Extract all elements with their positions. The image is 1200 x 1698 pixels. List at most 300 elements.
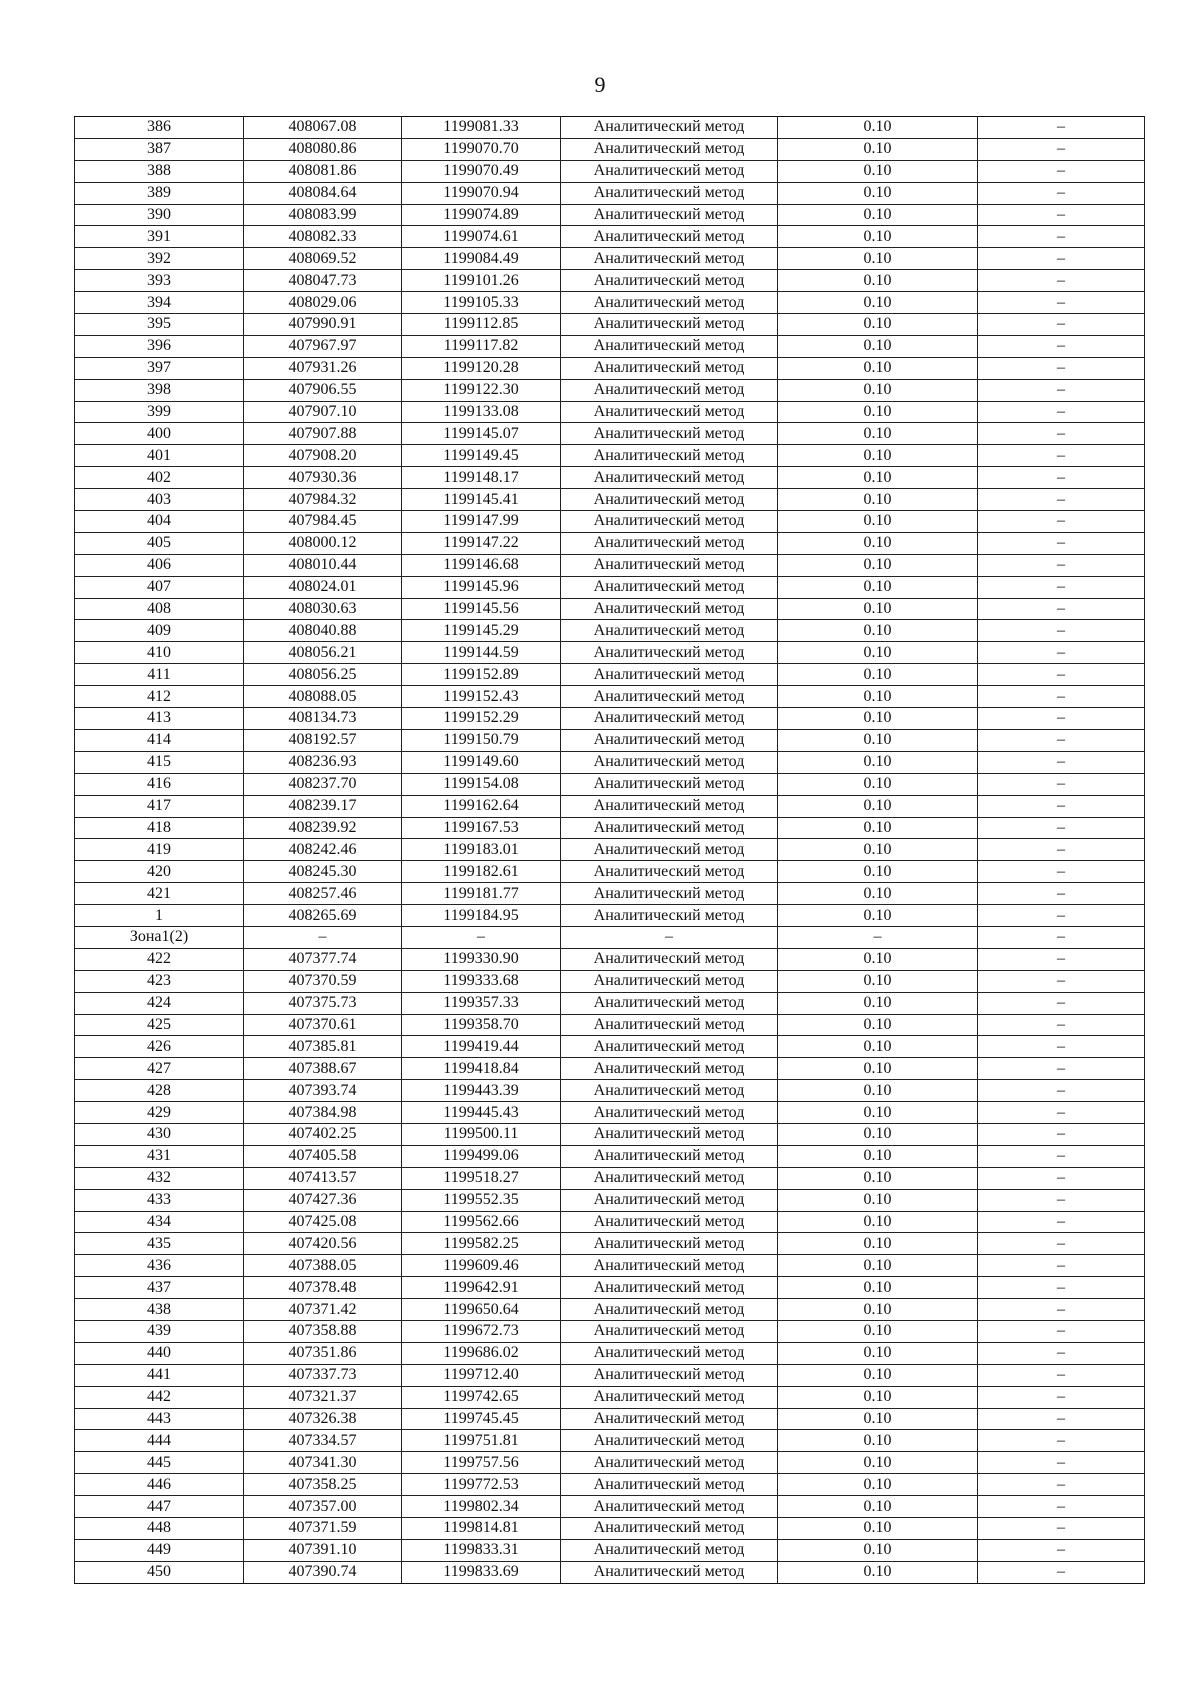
x-coordinate-cell: 407370.59 xyxy=(244,970,402,992)
note-cell: – xyxy=(978,992,1145,1014)
y-coordinate-cell: 1199154.08 xyxy=(402,773,561,795)
note-cell: – xyxy=(978,1518,1145,1540)
point-number-cell: 431 xyxy=(75,1145,244,1167)
coordinates-table-body xyxy=(75,117,1145,1584)
x-coordinate-cell: 407967.97 xyxy=(244,335,402,357)
y-coordinate-cell: 1199149.60 xyxy=(402,751,561,773)
point-number-cell: 397 xyxy=(75,357,244,379)
y-coordinate-cell: – xyxy=(402,926,561,948)
method-cell: Аналитический метод xyxy=(561,1561,778,1583)
point-number-cell: 418 xyxy=(75,817,244,839)
accuracy-cell: 0.10 xyxy=(778,1277,978,1299)
note-cell: – xyxy=(978,1320,1145,1342)
y-coordinate-cell: 1199742.65 xyxy=(402,1386,561,1408)
note-cell: – xyxy=(978,292,1145,314)
table-row xyxy=(75,1123,1145,1145)
y-coordinate-cell: 1199712.40 xyxy=(402,1364,561,1386)
point-number-cell: 446 xyxy=(75,1474,244,1496)
coordinates-table xyxy=(74,116,1145,1584)
method-cell: Аналитический метод xyxy=(561,751,778,773)
point-number-cell: 438 xyxy=(75,1299,244,1321)
y-coordinate-cell: 1199757.56 xyxy=(402,1452,561,1474)
method-cell: Аналитический метод xyxy=(561,1299,778,1321)
method-cell: Аналитический метод xyxy=(561,708,778,730)
x-coordinate-cell: 408010.44 xyxy=(244,554,402,576)
x-coordinate-cell: 408237.70 xyxy=(244,773,402,795)
accuracy-cell: 0.10 xyxy=(778,423,978,445)
point-number-cell: 449 xyxy=(75,1539,244,1561)
accuracy-cell: 0.10 xyxy=(778,751,978,773)
note-cell: – xyxy=(978,839,1145,861)
point-number-cell: 386 xyxy=(75,117,244,139)
table-row xyxy=(75,182,1145,204)
table-row xyxy=(75,204,1145,226)
method-cell: Аналитический метод xyxy=(561,1277,778,1299)
point-number-cell: 441 xyxy=(75,1364,244,1386)
accuracy-cell: 0.10 xyxy=(778,489,978,511)
accuracy-cell: 0.10 xyxy=(778,1299,978,1321)
y-coordinate-cell: 1199419.44 xyxy=(402,1036,561,1058)
accuracy-cell: 0.10 xyxy=(778,379,978,401)
x-coordinate-cell: 408083.99 xyxy=(244,204,402,226)
accuracy-cell: 0.10 xyxy=(778,970,978,992)
table-row xyxy=(75,905,1145,927)
y-coordinate-cell: 1199167.53 xyxy=(402,817,561,839)
table-row xyxy=(75,445,1145,467)
accuracy-cell: 0.10 xyxy=(778,1058,978,1080)
x-coordinate-cell: 408239.17 xyxy=(244,795,402,817)
method-cell: Аналитический метод xyxy=(561,598,778,620)
point-number-cell: 447 xyxy=(75,1496,244,1518)
note-cell: – xyxy=(978,576,1145,598)
y-coordinate-cell: 1199162.64 xyxy=(402,795,561,817)
accuracy-cell: 0.10 xyxy=(778,292,978,314)
point-number-cell: 427 xyxy=(75,1058,244,1080)
y-coordinate-cell: 1199184.95 xyxy=(402,905,561,927)
method-cell: Аналитический метод xyxy=(561,664,778,686)
method-cell: Аналитический метод xyxy=(561,839,778,861)
note-cell: – xyxy=(978,1058,1145,1080)
table-row xyxy=(75,1320,1145,1342)
method-cell: Аналитический метод xyxy=(561,817,778,839)
note-cell: – xyxy=(978,1145,1145,1167)
y-coordinate-cell: 1199084.49 xyxy=(402,248,561,270)
accuracy-cell: 0.10 xyxy=(778,445,978,467)
method-cell: Аналитический метод xyxy=(561,970,778,992)
x-coordinate-cell: 408024.01 xyxy=(244,576,402,598)
y-coordinate-cell: 1199074.61 xyxy=(402,226,561,248)
point-number-cell: 399 xyxy=(75,401,244,423)
method-cell: – xyxy=(561,926,778,948)
accuracy-cell: 0.10 xyxy=(778,620,978,642)
method-cell: Аналитический метод xyxy=(561,1014,778,1036)
point-number-cell: 394 xyxy=(75,292,244,314)
accuracy-cell: 0.10 xyxy=(778,686,978,708)
point-number-cell: 439 xyxy=(75,1320,244,1342)
method-cell: Аналитический метод xyxy=(561,1539,778,1561)
accuracy-cell: 0.10 xyxy=(778,1080,978,1102)
table-row xyxy=(75,467,1145,489)
x-coordinate-cell: 407390.74 xyxy=(244,1561,402,1583)
accuracy-cell: 0.10 xyxy=(778,117,978,139)
note-cell: – xyxy=(978,642,1145,664)
x-coordinate-cell: 408242.46 xyxy=(244,839,402,861)
accuracy-cell: 0.10 xyxy=(778,511,978,533)
accuracy-cell: 0.10 xyxy=(778,905,978,927)
point-number-cell: 398 xyxy=(75,379,244,401)
point-number-cell: 435 xyxy=(75,1233,244,1255)
method-cell: Аналитический метод xyxy=(561,642,778,664)
x-coordinate-cell: 408257.46 xyxy=(244,883,402,905)
y-coordinate-cell: 1199499.06 xyxy=(402,1145,561,1167)
y-coordinate-cell: 1199672.73 xyxy=(402,1320,561,1342)
note-cell: – xyxy=(978,1189,1145,1211)
method-cell: Аналитический метод xyxy=(561,532,778,554)
x-coordinate-cell: 407371.59 xyxy=(244,1518,402,1540)
table-row xyxy=(75,576,1145,598)
table-row xyxy=(75,292,1145,314)
point-number-cell: 387 xyxy=(75,138,244,160)
x-coordinate-cell: 407413.57 xyxy=(244,1167,402,1189)
table-row xyxy=(75,554,1145,576)
note-cell: – xyxy=(978,445,1145,467)
method-cell: Аналитический метод xyxy=(561,554,778,576)
y-coordinate-cell: 1199145.96 xyxy=(402,576,561,598)
y-coordinate-cell: 1199145.07 xyxy=(402,423,561,445)
x-coordinate-cell: 407402.25 xyxy=(244,1123,402,1145)
table-row xyxy=(75,729,1145,751)
note-cell: – xyxy=(978,1561,1145,1583)
note-cell: – xyxy=(978,1211,1145,1233)
x-coordinate-cell: 408192.57 xyxy=(244,729,402,751)
y-coordinate-cell: 1199112.85 xyxy=(402,314,561,336)
method-cell: Аналитический метод xyxy=(561,576,778,598)
method-cell: Аналитический метод xyxy=(561,204,778,226)
accuracy-cell: 0.10 xyxy=(778,160,978,182)
accuracy-cell: 0.10 xyxy=(778,204,978,226)
method-cell: Аналитический метод xyxy=(561,117,778,139)
point-number-cell: 412 xyxy=(75,686,244,708)
x-coordinate-cell: – xyxy=(244,926,402,948)
table-row xyxy=(75,1080,1145,1102)
table-row xyxy=(75,511,1145,533)
method-cell: Аналитический метод xyxy=(561,423,778,445)
point-number-cell: 413 xyxy=(75,708,244,730)
y-coordinate-cell: 1199357.33 xyxy=(402,992,561,1014)
note-cell: – xyxy=(978,905,1145,927)
note-cell: – xyxy=(978,970,1145,992)
point-number-cell: 391 xyxy=(75,226,244,248)
x-coordinate-cell: 408000.12 xyxy=(244,532,402,554)
note-cell: – xyxy=(978,117,1145,139)
method-cell: Аналитический метод xyxy=(561,1320,778,1342)
point-number-cell: 424 xyxy=(75,992,244,1014)
note-cell: – xyxy=(978,686,1145,708)
table-row xyxy=(75,1430,1145,1452)
table-row xyxy=(75,817,1145,839)
point-number-cell: 411 xyxy=(75,664,244,686)
table-row xyxy=(75,620,1145,642)
accuracy-cell: 0.10 xyxy=(778,708,978,730)
method-cell: Аналитический метод xyxy=(561,270,778,292)
note-cell: – xyxy=(978,182,1145,204)
accuracy-cell: 0.10 xyxy=(778,248,978,270)
table-row xyxy=(75,1167,1145,1189)
accuracy-cell: 0.10 xyxy=(778,1255,978,1277)
y-coordinate-cell: 1199686.02 xyxy=(402,1342,561,1364)
point-number-cell: 425 xyxy=(75,1014,244,1036)
x-coordinate-cell: 407931.26 xyxy=(244,357,402,379)
x-coordinate-cell: 407984.45 xyxy=(244,511,402,533)
accuracy-cell: 0.10 xyxy=(778,467,978,489)
note-cell: – xyxy=(978,817,1145,839)
accuracy-cell: 0.10 xyxy=(778,576,978,598)
y-coordinate-cell: 1199745.45 xyxy=(402,1408,561,1430)
accuracy-cell: 0.10 xyxy=(778,773,978,795)
accuracy-cell: 0.10 xyxy=(778,532,978,554)
note-cell: – xyxy=(978,1167,1145,1189)
note-cell: – xyxy=(978,1123,1145,1145)
x-coordinate-cell: 407388.67 xyxy=(244,1058,402,1080)
y-coordinate-cell: 1199147.22 xyxy=(402,532,561,554)
x-coordinate-cell: 407375.73 xyxy=(244,992,402,1014)
point-number-cell: 409 xyxy=(75,620,244,642)
table-row xyxy=(75,861,1145,883)
point-number-cell: 417 xyxy=(75,795,244,817)
method-cell: Аналитический метод xyxy=(561,1474,778,1496)
accuracy-cell: 0.10 xyxy=(778,642,978,664)
point-number-cell: 407 xyxy=(75,576,244,598)
note-cell: – xyxy=(978,1496,1145,1518)
y-coordinate-cell: 1199518.27 xyxy=(402,1167,561,1189)
method-cell: Аналитический метод xyxy=(561,686,778,708)
note-cell: – xyxy=(978,1364,1145,1386)
note-cell: – xyxy=(978,708,1145,730)
table-row xyxy=(75,686,1145,708)
table-row xyxy=(75,1255,1145,1277)
x-coordinate-cell: 407321.37 xyxy=(244,1386,402,1408)
point-number-cell: 433 xyxy=(75,1189,244,1211)
note-cell: – xyxy=(978,314,1145,336)
x-coordinate-cell: 407930.36 xyxy=(244,467,402,489)
table-row xyxy=(75,598,1145,620)
point-number-cell: 419 xyxy=(75,839,244,861)
y-coordinate-cell: 1199181.77 xyxy=(402,883,561,905)
point-number-cell: 422 xyxy=(75,948,244,970)
method-cell: Аналитический метод xyxy=(561,314,778,336)
point-number-cell: 410 xyxy=(75,642,244,664)
accuracy-cell: 0.10 xyxy=(778,357,978,379)
table-row xyxy=(75,1277,1145,1299)
accuracy-cell: – xyxy=(778,926,978,948)
point-number-cell: 393 xyxy=(75,270,244,292)
point-number-cell: 414 xyxy=(75,729,244,751)
x-coordinate-cell: 408245.30 xyxy=(244,861,402,883)
method-cell: Аналитический метод xyxy=(561,489,778,511)
x-coordinate-cell: 408056.25 xyxy=(244,664,402,686)
accuracy-cell: 0.10 xyxy=(778,1496,978,1518)
accuracy-cell: 0.10 xyxy=(778,1014,978,1036)
point-number-cell: 445 xyxy=(75,1452,244,1474)
x-coordinate-cell: 407420.56 xyxy=(244,1233,402,1255)
point-number-cell: 450 xyxy=(75,1561,244,1583)
accuracy-cell: 0.10 xyxy=(778,226,978,248)
point-number-cell: 392 xyxy=(75,248,244,270)
x-coordinate-cell: 408134.73 xyxy=(244,708,402,730)
point-number-cell: 404 xyxy=(75,511,244,533)
accuracy-cell: 0.10 xyxy=(778,992,978,1014)
y-coordinate-cell: 1199358.70 xyxy=(402,1014,561,1036)
y-coordinate-cell: 1199101.26 xyxy=(402,270,561,292)
point-number-cell: 406 xyxy=(75,554,244,576)
accuracy-cell: 0.10 xyxy=(778,1539,978,1561)
y-coordinate-cell: 1199117.82 xyxy=(402,335,561,357)
x-coordinate-cell: 408047.73 xyxy=(244,270,402,292)
table-row xyxy=(75,248,1145,270)
point-number-cell: 405 xyxy=(75,532,244,554)
method-cell: Аналитический метод xyxy=(561,511,778,533)
y-coordinate-cell: 1199814.81 xyxy=(402,1518,561,1540)
x-coordinate-cell: 407371.42 xyxy=(244,1299,402,1321)
accuracy-cell: 0.10 xyxy=(778,1474,978,1496)
point-number-cell: 434 xyxy=(75,1211,244,1233)
table-row xyxy=(75,1233,1145,1255)
method-cell: Аналитический метод xyxy=(561,292,778,314)
x-coordinate-cell: 407388.05 xyxy=(244,1255,402,1277)
y-coordinate-cell: 1199152.89 xyxy=(402,664,561,686)
point-number-cell: 430 xyxy=(75,1123,244,1145)
table-row xyxy=(75,1408,1145,1430)
y-coordinate-cell: 1199330.90 xyxy=(402,948,561,970)
accuracy-cell: 0.10 xyxy=(778,314,978,336)
table-row xyxy=(75,773,1145,795)
table-row xyxy=(75,357,1145,379)
note-cell: – xyxy=(978,1102,1145,1124)
table-row xyxy=(75,270,1145,292)
note-cell: – xyxy=(978,532,1145,554)
accuracy-cell: 0.10 xyxy=(778,598,978,620)
method-cell: Аналитический метод xyxy=(561,1386,778,1408)
x-coordinate-cell: 407357.00 xyxy=(244,1496,402,1518)
x-coordinate-cell: 408040.88 xyxy=(244,620,402,642)
y-coordinate-cell: 1199145.29 xyxy=(402,620,561,642)
method-cell: Аналитический метод xyxy=(561,948,778,970)
y-coordinate-cell: 1199445.43 xyxy=(402,1102,561,1124)
method-cell: Аналитический метод xyxy=(561,467,778,489)
x-coordinate-cell: 408080.86 xyxy=(244,138,402,160)
note-cell: – xyxy=(978,751,1145,773)
note-cell: – xyxy=(978,489,1145,511)
note-cell: – xyxy=(978,1386,1145,1408)
method-cell: Аналитический метод xyxy=(561,160,778,182)
accuracy-cell: 0.10 xyxy=(778,1102,978,1124)
method-cell: Аналитический метод xyxy=(561,1496,778,1518)
method-cell: Аналитический метод xyxy=(561,773,778,795)
table-row xyxy=(75,948,1145,970)
y-coordinate-cell: 1199133.08 xyxy=(402,401,561,423)
table-row xyxy=(75,1539,1145,1561)
method-cell: Аналитический метод xyxy=(561,1145,778,1167)
point-number-cell: 401 xyxy=(75,445,244,467)
method-cell: Аналитический метод xyxy=(561,226,778,248)
point-number-cell: 389 xyxy=(75,182,244,204)
point-number-cell: 402 xyxy=(75,467,244,489)
table-row xyxy=(75,1058,1145,1080)
x-coordinate-cell: 408265.69 xyxy=(244,905,402,927)
note-cell: – xyxy=(978,1539,1145,1561)
table-row xyxy=(75,992,1145,1014)
y-coordinate-cell: 1199070.70 xyxy=(402,138,561,160)
note-cell: – xyxy=(978,598,1145,620)
note-cell: – xyxy=(978,204,1145,226)
table-row xyxy=(75,1452,1145,1474)
x-coordinate-cell: 407358.88 xyxy=(244,1320,402,1342)
y-coordinate-cell: 1199122.30 xyxy=(402,379,561,401)
method-cell: Аналитический метод xyxy=(561,1189,778,1211)
page-number: 9 xyxy=(594,72,606,97)
method-cell: Аналитический метод xyxy=(561,1364,778,1386)
point-number-cell: 432 xyxy=(75,1167,244,1189)
x-coordinate-cell: 407990.91 xyxy=(244,314,402,336)
x-coordinate-cell: 407425.08 xyxy=(244,1211,402,1233)
method-cell: Аналитический метод xyxy=(561,1342,778,1364)
accuracy-cell: 0.10 xyxy=(778,948,978,970)
point-number-cell: 400 xyxy=(75,423,244,445)
method-cell: Аналитический метод xyxy=(561,1233,778,1255)
accuracy-cell: 0.10 xyxy=(778,1123,978,1145)
y-coordinate-cell: 1199582.25 xyxy=(402,1233,561,1255)
y-coordinate-cell: 1199333.68 xyxy=(402,970,561,992)
method-cell: Аналитический метод xyxy=(561,357,778,379)
table-row xyxy=(75,532,1145,554)
point-number-cell: 420 xyxy=(75,861,244,883)
method-cell: Аналитический метод xyxy=(561,138,778,160)
y-coordinate-cell: 1199120.28 xyxy=(402,357,561,379)
note-cell: – xyxy=(978,664,1145,686)
point-number-cell: Зона1(2) xyxy=(75,926,244,948)
accuracy-cell: 0.10 xyxy=(778,335,978,357)
point-number-cell: 408 xyxy=(75,598,244,620)
table-row xyxy=(75,926,1145,948)
accuracy-cell: 0.10 xyxy=(778,1189,978,1211)
y-coordinate-cell: 1199562.66 xyxy=(402,1211,561,1233)
table-row xyxy=(75,1189,1145,1211)
y-coordinate-cell: 1199074.89 xyxy=(402,204,561,226)
x-coordinate-cell: 407908.20 xyxy=(244,445,402,467)
accuracy-cell: 0.10 xyxy=(778,1211,978,1233)
x-coordinate-cell: 407427.36 xyxy=(244,1189,402,1211)
method-cell: Аналитический метод xyxy=(561,1058,778,1080)
accuracy-cell: 0.10 xyxy=(778,839,978,861)
y-coordinate-cell: 1199147.99 xyxy=(402,511,561,533)
y-coordinate-cell: 1199642.91 xyxy=(402,1277,561,1299)
x-coordinate-cell: 407984.32 xyxy=(244,489,402,511)
accuracy-cell: 0.10 xyxy=(778,1036,978,1058)
accuracy-cell: 0.10 xyxy=(778,1364,978,1386)
accuracy-cell: 0.10 xyxy=(778,138,978,160)
y-coordinate-cell: 1199105.33 xyxy=(402,292,561,314)
point-number-cell: 415 xyxy=(75,751,244,773)
x-coordinate-cell: 408030.63 xyxy=(244,598,402,620)
point-number-cell: 436 xyxy=(75,1255,244,1277)
method-cell: Аналитический метод xyxy=(561,883,778,905)
note-cell: – xyxy=(978,160,1145,182)
y-coordinate-cell: 1199650.64 xyxy=(402,1299,561,1321)
table-row xyxy=(75,335,1145,357)
point-number-cell: 440 xyxy=(75,1342,244,1364)
table-row xyxy=(75,1364,1145,1386)
table-row xyxy=(75,1211,1145,1233)
